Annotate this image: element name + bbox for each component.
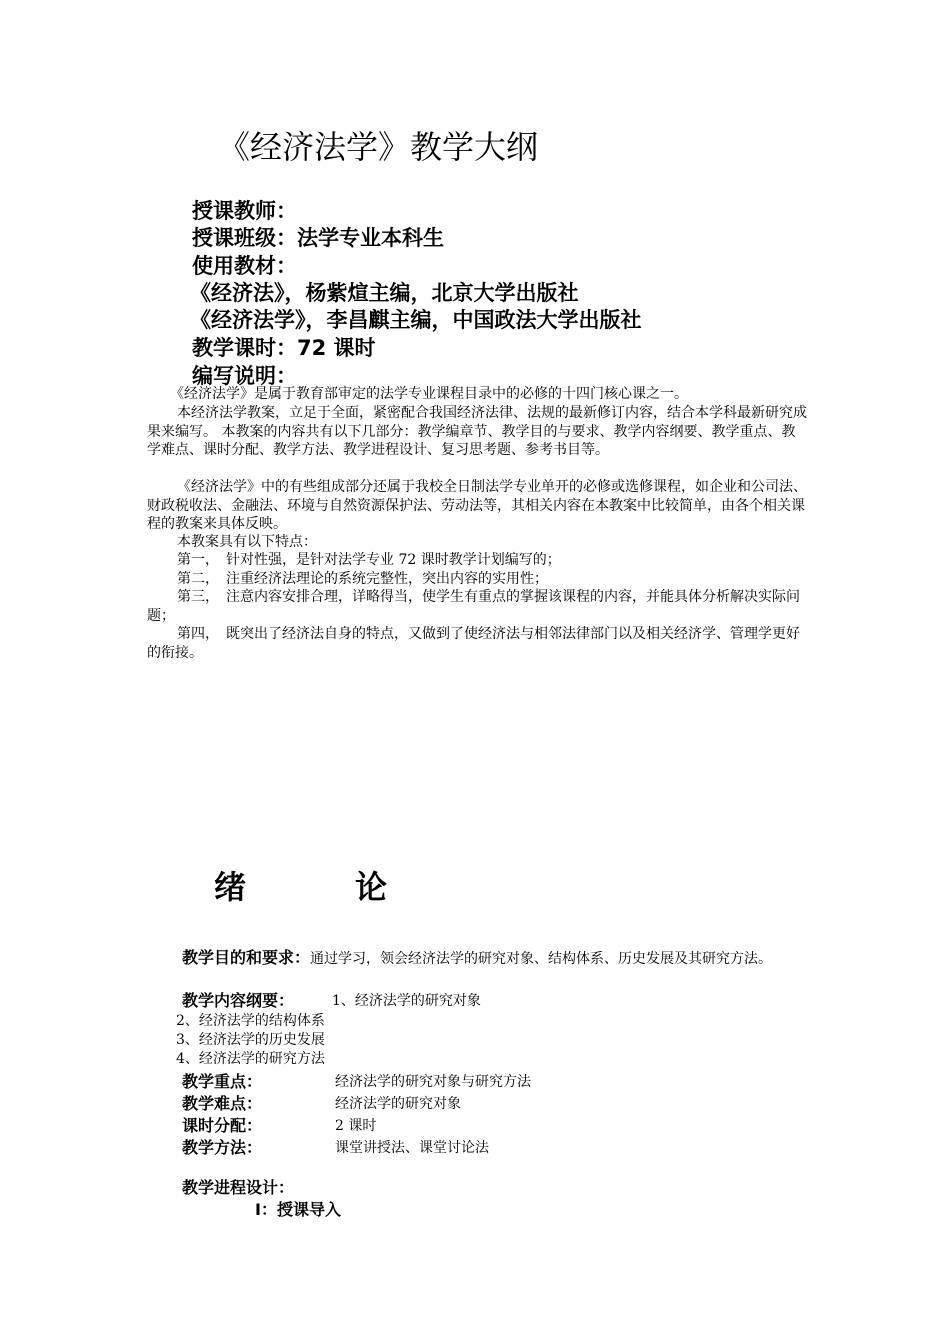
section-title-char-2: 论 (355, 868, 388, 906)
teaching-hours: 教学课时：72 课时 (192, 336, 376, 360)
features-intro: 本教案具有以下特点： (177, 534, 317, 550)
feature-3: 第三， 注意内容安排合理，详略得当，使学生有重点的掌握该课程的内容，并能具体分析解决实际问题； (147, 589, 800, 624)
goal-text: 通过学习，领会经济法学的研究对象、结构体系、历史发展及其研究方法。 (310, 951, 773, 967)
difficulties-text: 经济法学的研究对象 (335, 1096, 461, 1112)
teaching-method-label: 教学方法： (182, 1138, 263, 1157)
notes-paragraph-2: 本经济法学教案，立足于全面，紧密配合我国经济法律、法规的最新修订内容，结合本学科最新研究成果来编写。 本教案的内容共有以下几部分：教学编章节、教学目的与要求、教学内容纲要、教学重点、教学难点、课时分配、教学方法、教学进程设计、复习思考题、参考书目等。 (147, 405, 807, 458)
outline-item-3: 3、经济法学的历史发展 (176, 1032, 325, 1048)
hours-allocation-label: 课时分配： (182, 1116, 263, 1135)
textbook-1: 《经济法》，杨紫煊主编，北京大学出版社 (190, 281, 579, 305)
process-design-label: 教学进程设计： (182, 1178, 295, 1197)
feature-2: 第二， 注重经济法理论的系统完整性，突出内容的实用性； (177, 571, 548, 587)
section-title-char-1: 绪 (214, 868, 247, 906)
feature-1: 第一， 针对性强，是针对法学专业 72 课时教学计划编写的； (177, 552, 561, 568)
difficulties-label: 教学难点： (182, 1094, 263, 1113)
class-label: 授课班级：法学专业本科生 (192, 226, 444, 250)
key-points-text: 经济法学的研究对象与研究方法 (335, 1074, 531, 1090)
outline-item-2: 2、经济法学的结构体系 (176, 1013, 325, 1029)
notes-paragraph-1: 《经济法学》是属于教育部审定的法学专业课程目录中的必修的十四门核心课之一。 (170, 386, 688, 402)
notes-label: 编写说明： (192, 364, 297, 388)
goal-label: 教学目的和要求： (182, 948, 311, 967)
key-points-label: 教学重点： (182, 1072, 263, 1091)
hours-allocation-text: 2 课时 (335, 1118, 377, 1134)
page-title: 《经济法学》教学大纲 (218, 128, 539, 166)
textbook-label: 使用教材： (192, 254, 297, 278)
teaching-method-text: 课堂讲授法、课堂讨论法 (335, 1140, 489, 1156)
outline-label: 教学内容纲要： (182, 991, 295, 1010)
textbook-2: 《经济法学》，李昌麒主编，中国政法大学出版社 (190, 308, 642, 332)
outline-item-1: 1、经济法学的研究对象 (332, 993, 481, 1009)
notes-paragraph-3: 《经济法学》中的有些组成部分还属于我校全日制法学专业单开的必修或选修课程，如企业和公司法、财政税收法、金融法、环境与自然资源保护法、劳动法等，其相关内容在本教案中比较简单，由各个相关课程的教案来具体反映。 (147, 479, 807, 532)
feature-4: 第四， 既突出了经济法自身的特点，又做到了使经济法与相邻法律部门以及相关经济学、管理学更好的衔接。 (147, 626, 800, 661)
teaching-goal (147, 948, 807, 969)
teacher-label: 授课教师： (192, 199, 297, 223)
outline-item-4: 4、经济法学的研究方法 (176, 1051, 325, 1067)
process-step-1: Ⅰ：授课导入 (255, 1200, 341, 1219)
